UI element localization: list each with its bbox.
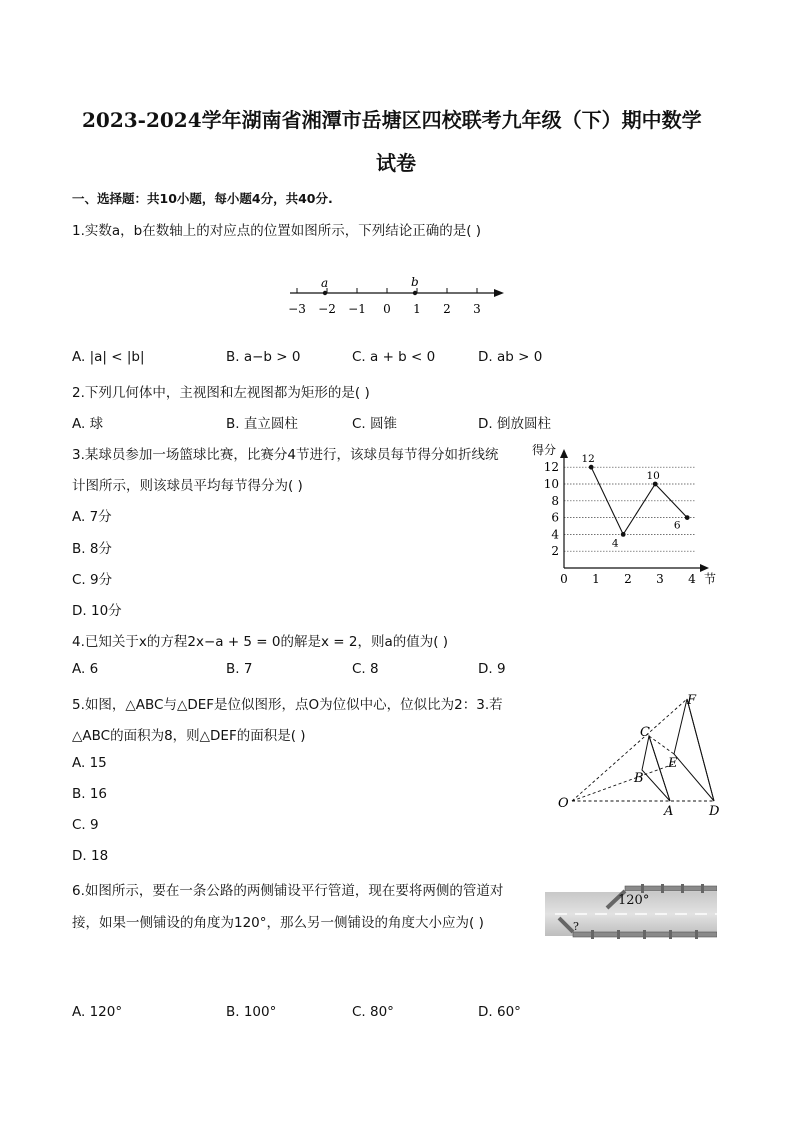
q2-option-a[interactable]: A. 球	[72, 416, 104, 432]
q5-stem-line1: 5.如图，△ABC与△DEF是位似图形，点O为位似中心，位似比为2：3.若	[72, 697, 503, 713]
chart-x-ticks	[560, 572, 696, 586]
angle-label-120: 120°	[618, 893, 650, 908]
label-d: D	[709, 804, 720, 819]
y-tick-label: 2	[551, 544, 559, 559]
q5-option-d[interactable]: D. 18	[72, 848, 109, 864]
q5-option-c[interactable]: C. 9	[72, 817, 99, 833]
x-tick-label: 4	[688, 572, 696, 586]
q2-option-b[interactable]: B. 直立圆柱	[226, 416, 298, 432]
ray-o-e	[572, 764, 674, 801]
label-o: O	[558, 796, 569, 811]
q4-option-a[interactable]: A. 6	[72, 661, 99, 677]
chart-y-ticks	[544, 460, 560, 558]
page-title-line1: 2023-2024学年湖南省湘潭市岳塘区四校联考九年级（下）期中数学	[82, 108, 702, 132]
point-a	[323, 291, 327, 295]
q3-option-d[interactable]: D. 10分	[72, 603, 122, 619]
page-title-line2: 试卷	[376, 151, 416, 175]
y-tick-label: 6	[551, 510, 559, 525]
label-a: a	[321, 276, 329, 290]
q3-option-a[interactable]: A. 7分	[72, 509, 112, 525]
label-b: b	[411, 275, 419, 289]
q1-option-b[interactable]: B. a−b > 0	[226, 349, 301, 365]
number-line-tick-label: 3	[473, 302, 481, 316]
y-tick-label: 4	[551, 527, 559, 542]
chart-grid	[564, 467, 695, 551]
q3-stem-line2: 计图所示，则该球员平均每节得分为( )	[72, 478, 303, 494]
q5-homothety-figure	[554, 690, 734, 820]
chart-data-labels	[582, 453, 681, 549]
side-ca	[649, 736, 670, 801]
q4-stem: 4.已知关于x的方程2x−a + 5 = 0的解是x = 2，则a的值为( )	[72, 634, 449, 650]
number-line-arrow	[494, 289, 504, 297]
data-point	[621, 532, 626, 537]
q5-option-a[interactable]: A. 15	[72, 755, 107, 771]
number-line-tick-label: −1	[348, 302, 366, 316]
data-label: 12	[581, 453, 595, 466]
q2-option-d[interactable]: D. 倒放圆柱	[478, 416, 551, 432]
point-b	[413, 291, 417, 295]
x-tick-label: 1	[592, 572, 600, 586]
q6-option-d[interactable]: D. 60°	[478, 1004, 521, 1020]
x-tick-label: 3	[656, 572, 664, 586]
q5-option-b[interactable]: B. 16	[72, 786, 108, 802]
q3-stem-line1: 3.某球员参加一场篮球比赛，比赛分4节进行，该球员每节得分如折线统	[72, 447, 499, 463]
triangle-def	[674, 699, 714, 801]
section-heading: 一、选择题：共10小题，每小题4分，共40分.	[72, 191, 333, 206]
triangle-abc	[642, 736, 670, 801]
ray-o-f	[572, 699, 687, 801]
label-f: F	[687, 693, 697, 708]
angle-label-unknown: ?	[573, 920, 579, 933]
number-line-tick-label: 0	[383, 302, 391, 316]
number-line-tick-label: −2	[318, 302, 336, 316]
number-line-tick-label: 2	[443, 302, 451, 316]
q6-stem-line2: 接，如果一侧铺设的角度为120°，那么另一侧铺设的角度大小应为( )	[72, 915, 484, 931]
label-a: A	[664, 804, 674, 819]
link-c-e	[649, 736, 674, 754]
y-axis-label: 得分	[532, 443, 557, 457]
number-line-tick-label: 1	[413, 302, 421, 316]
q1-stem: 1.实数a，b在数轴上的对应点的位置如图所示，下列结论正确的是( )	[72, 223, 482, 239]
q5-stem-line2: △ABC的面积为8，则△DEF的面积是( )	[72, 728, 306, 744]
q6-option-c[interactable]: C. 80°	[352, 1004, 394, 1020]
y-tick-label: 8	[551, 493, 559, 508]
q4-option-c[interactable]: C. 8	[352, 661, 379, 677]
label-c: C	[640, 725, 650, 740]
q4-option-b[interactable]: B. 7	[226, 661, 253, 677]
data-point	[589, 465, 594, 470]
q2-stem: 2.下列几何体中，主视图和左视图都为矩形的是( )	[72, 385, 370, 401]
number-line-tick-label: −3	[288, 302, 306, 316]
y-tick-label: 12	[543, 460, 559, 475]
data-point	[685, 515, 690, 520]
q6-option-b[interactable]: B. 100°	[226, 1004, 277, 1020]
q3-option-b[interactable]: B. 8分	[72, 541, 112, 557]
x-tick-label: 0	[560, 572, 568, 586]
q3-line-chart	[528, 438, 724, 588]
number-line-ticks	[288, 288, 481, 316]
q1-number-line	[282, 272, 512, 322]
q3-option-c[interactable]: C. 9分	[72, 572, 113, 588]
y-tick-label: 10	[543, 477, 559, 491]
y-axis-arrow	[560, 449, 568, 458]
q6-road-pipe-figure	[545, 880, 717, 942]
x-axis-label: 节	[704, 572, 717, 586]
q6-stem-line1: 6.如图所示，要在一条公路的两侧铺设平行管道，现在要将两侧的管道对	[72, 883, 504, 899]
data-point	[653, 482, 658, 487]
q6-option-a[interactable]: A. 120°	[72, 1004, 123, 1020]
x-tick-label: 2	[624, 572, 632, 586]
label-b: B	[634, 771, 644, 786]
data-label: 6	[673, 519, 681, 532]
q4-option-d[interactable]: D. 9	[478, 661, 506, 677]
q1-option-c[interactable]: C. a + b < 0	[352, 349, 436, 365]
data-label: 4	[611, 537, 619, 550]
q1-option-a[interactable]: A. |a| < |b|	[72, 349, 145, 365]
data-label: 10	[646, 470, 660, 482]
x-axis-arrow	[700, 564, 709, 572]
q2-option-c[interactable]: C. 圆锥	[352, 416, 398, 432]
label-e: E	[668, 756, 678, 771]
q1-option-d[interactable]: D. ab > 0	[478, 349, 543, 365]
